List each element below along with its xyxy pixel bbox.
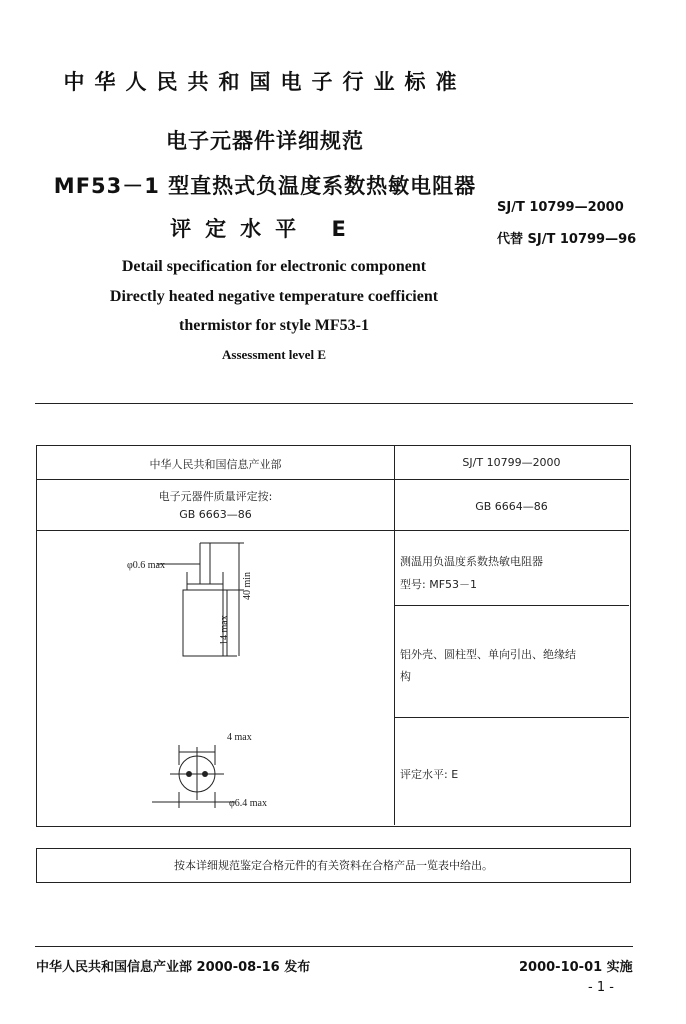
ministry-cell: 中华人民共和国信息产业部 (149, 458, 282, 471)
effective-date: 2000-10-01 实施 (519, 960, 633, 975)
title-cn-line3: 评定水平 E (170, 217, 360, 241)
title-en-line2: Directly heated negative temperature coefficient (109, 288, 439, 305)
table-row-divider (37, 479, 629, 480)
body-length-label: 14 max (219, 615, 230, 645)
title-en-line4: Assessment level E (222, 347, 326, 362)
publication-date: 中华人民共和国信息产业部 2000-08-16 发布 (36, 960, 311, 975)
title-cn-line2: MF53－1 型直热式负温度系数热敏电阻器 (53, 174, 477, 198)
body-diameter-label: φ6.4 max (229, 798, 267, 809)
type-line1: 测温用负温度系数热敏电阻器 (400, 555, 543, 568)
spec-code-cell: SJ/T 10799—2000 (462, 456, 561, 469)
title-cn-line1: 电子元器件详细规范 (166, 129, 364, 153)
replaces-standard: 代替 SJ/T 10799—96 (497, 232, 637, 247)
structure-line1: 铝外壳、圆柱型、单向引出、绝缘结 (400, 648, 576, 661)
type-line2: 型号: MF53－1 (400, 578, 478, 591)
qualification-note: 按本详细规范鉴定合格元件的有关资料在合格产品一览表中给出。 (36, 848, 631, 883)
table-row-divider (394, 605, 629, 606)
table-row-divider (394, 717, 629, 718)
assessment-level: 评定水平: E (400, 768, 459, 781)
lead-length-label: 40 min (242, 571, 253, 600)
lead-pitch-label: 4 max (227, 732, 252, 743)
quality-cell-line1: 电子元器件质量评定按: (158, 490, 273, 503)
structure-line2: 构 (400, 670, 411, 683)
gb-code-cell: GB 6664—86 (475, 500, 548, 513)
lead-diameter-label: φ0.6 max (127, 560, 165, 571)
bottom-divider (35, 946, 633, 947)
top-divider (35, 403, 633, 404)
thermistor-drawing (37, 530, 394, 825)
standard-org-header: 中华人民共和国电子行业标准 (63, 70, 467, 94)
title-en-line3: thermistor for style MF53-1 (178, 317, 369, 334)
title-en-line1: Detail specification for electronic component (121, 258, 427, 275)
standard-number: SJ/T 10799—2000 (497, 200, 624, 215)
page-number: - 1 - (588, 980, 614, 995)
spec-table (36, 445, 631, 827)
quality-cell-line2: GB 6663—86 (179, 508, 252, 521)
